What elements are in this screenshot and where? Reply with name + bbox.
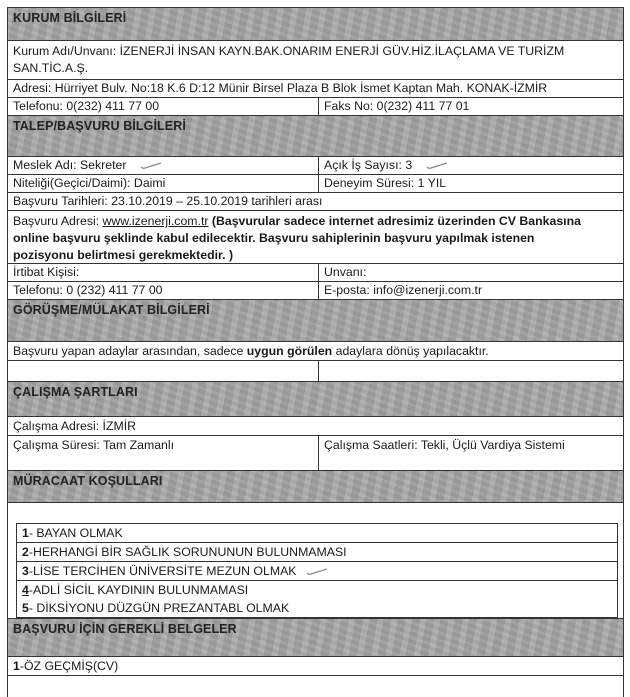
irtibat-row xyxy=(8,264,623,282)
item-number: 4 xyxy=(22,583,29,597)
talep-phone: Telefonu: 0 (232) 411 77 00 xyxy=(13,283,163,297)
kurum-address: Adresi: Hürriyet Bulv. No:18 K.6 D:12 Münir Birsel Plaza B Blok İsmet Kaptan Mah. KONAK-İZMİR xyxy=(13,81,548,95)
kurum-name: Kurum Adı/Unvanı: İZENERJİ İNSAN KAYN.BAK.ONARIM ENERJİ GÜV.HİZ.İLAÇLAMA VE TURİZM SAN.TİC.A.Ş. xyxy=(13,44,565,75)
kurum-phone: Telefonu: 0(232) 411 77 00 xyxy=(13,99,160,113)
calisma-adres-row xyxy=(8,417,623,436)
belge-empty-row xyxy=(8,676,623,696)
item-number: 5 xyxy=(22,601,29,615)
basvuru-adres-label: Başvuru Adresi: xyxy=(13,214,103,228)
empty-cell xyxy=(318,361,329,381)
unvani: Unvanı: xyxy=(318,264,371,281)
item-number: 1 xyxy=(22,526,29,540)
list-item xyxy=(17,543,617,562)
item-text: LİSE TERCİHEN ÜNİVERSİTE MEZUN OLMAK xyxy=(32,564,297,578)
gorusme-text-pre: Başvuru yapan adaylar arasından, sadece xyxy=(13,344,247,358)
talep-contact-row xyxy=(8,282,623,300)
gorusme-text-bold: uygun görülen xyxy=(246,344,333,358)
checkmark-icon xyxy=(426,162,448,170)
list-item xyxy=(17,524,617,543)
section-title: BAŞVURU İÇİN GEREKLİ BELGELER xyxy=(13,622,237,636)
item-sep: - xyxy=(28,583,33,597)
kurum-name-row xyxy=(8,41,623,80)
deneyim-suresi: Deneyim Süresi: 1 YIL xyxy=(318,175,451,192)
item-sep: - xyxy=(28,601,37,615)
meslek-cell xyxy=(8,157,167,174)
calisma-saatleri: Çalışma Saatleri: Tekli, Üçlü Vardiya Sistemi xyxy=(318,436,570,470)
section-title: ÇALIŞMA ŞARTLARI xyxy=(13,385,138,399)
tarihler-row xyxy=(8,193,623,211)
list-item xyxy=(17,562,617,581)
acik-is-sayisi: Açık İş Sayısı: 3 xyxy=(324,158,413,172)
calisma-sure-row xyxy=(8,436,623,471)
meslek-adi: Meslek Adı: Sekreter xyxy=(13,158,127,172)
item-sep: - xyxy=(28,564,33,578)
gorusme-text-post: adaylara dönüş yapılacaktır. xyxy=(332,344,489,358)
nitelik-row xyxy=(8,175,623,193)
item-text: DİKSİYONU DÜZGÜN PREZANTABL OLMAK xyxy=(36,601,290,615)
acik-is-cell xyxy=(318,157,453,174)
calisma-suresi: Çalışma Süresi: Tam Zamanlı xyxy=(13,438,175,452)
section-title: TALEP/BAŞVURU BİLGİLERİ xyxy=(13,119,186,133)
section-header-belgeler xyxy=(8,618,623,657)
calisma-adresi: Çalışma Adresi: İZMİR xyxy=(13,419,136,433)
list-item xyxy=(17,581,617,600)
belge-row xyxy=(8,657,623,676)
irtibat-kisisi: İrtibat Kişisi: xyxy=(13,265,80,279)
talep-email: E-posta: info@izenerji.com.tr xyxy=(318,282,487,299)
section-header-kurum xyxy=(8,8,623,41)
item-number: 3 xyxy=(22,564,29,578)
basvuru-adres-row xyxy=(8,211,623,264)
item-text: ADLİ SİCİL KAYDININ BULUNMAMASI xyxy=(32,583,249,597)
item-text: BAYAN OLMAK xyxy=(36,526,123,540)
item-text: HERHANGİ BİR SAĞLIK SORUNUNUN BULUNMAMASI xyxy=(32,545,347,559)
section-header-muracaat xyxy=(8,471,623,503)
checkmark-icon xyxy=(306,568,328,576)
item-sep: - xyxy=(28,545,33,559)
job-posting-form xyxy=(7,7,624,697)
item-number: 2 xyxy=(22,545,29,559)
kurum-fax: Faks No: 0(232) 411 77 01 xyxy=(318,98,474,115)
meslek-row xyxy=(8,157,623,175)
website-link[interactable]: www.izenerji.com.tr xyxy=(102,214,209,228)
section-header-talep xyxy=(8,116,623,157)
list-item xyxy=(17,599,617,618)
item-sep: - xyxy=(28,526,37,540)
section-header-gorusme xyxy=(8,300,623,342)
kurum-address-row xyxy=(8,80,623,98)
section-header-calisma xyxy=(8,382,623,417)
section-title: KURUM BİLGİLERİ xyxy=(13,11,127,25)
kurum-contact-row xyxy=(8,98,623,116)
belge-item xyxy=(8,657,123,675)
muracaat-list xyxy=(16,523,618,618)
item-sep: - xyxy=(19,659,24,673)
gorusme-text xyxy=(8,342,494,360)
item-number: 1 xyxy=(13,659,20,673)
gorusme-text-row xyxy=(8,342,623,361)
checkmark-icon xyxy=(140,162,162,170)
niteligi: Niteliği(Geçici/Daimi): Daimi xyxy=(13,176,166,190)
section-title: GÖRÜŞME/MÜLAKAT BİLGİLERİ xyxy=(13,303,210,317)
section-title: MÜRACAAT KOŞULLARI xyxy=(13,474,163,488)
basvuru-note: (Başvurular sadece internet adresimiz üzerinden CV Bankasına online başvuru şeklinde kabul edilecektir. Başvuru sahiplerinin başvuru yapılmak istenen pozisyonu belirtmesi gerekmektedir. ) xyxy=(13,214,581,262)
basvuru-adres-cell xyxy=(8,211,623,263)
empty-cell xyxy=(8,361,18,381)
basvuru-tarihleri: Başvuru Tarihleri: 23.10.2019 – 25.10.2019 tarihleri arası xyxy=(13,194,323,208)
gorusme-empty-row xyxy=(8,361,623,382)
item-text: ÖZ GEÇMİŞ(CV) xyxy=(23,659,119,673)
